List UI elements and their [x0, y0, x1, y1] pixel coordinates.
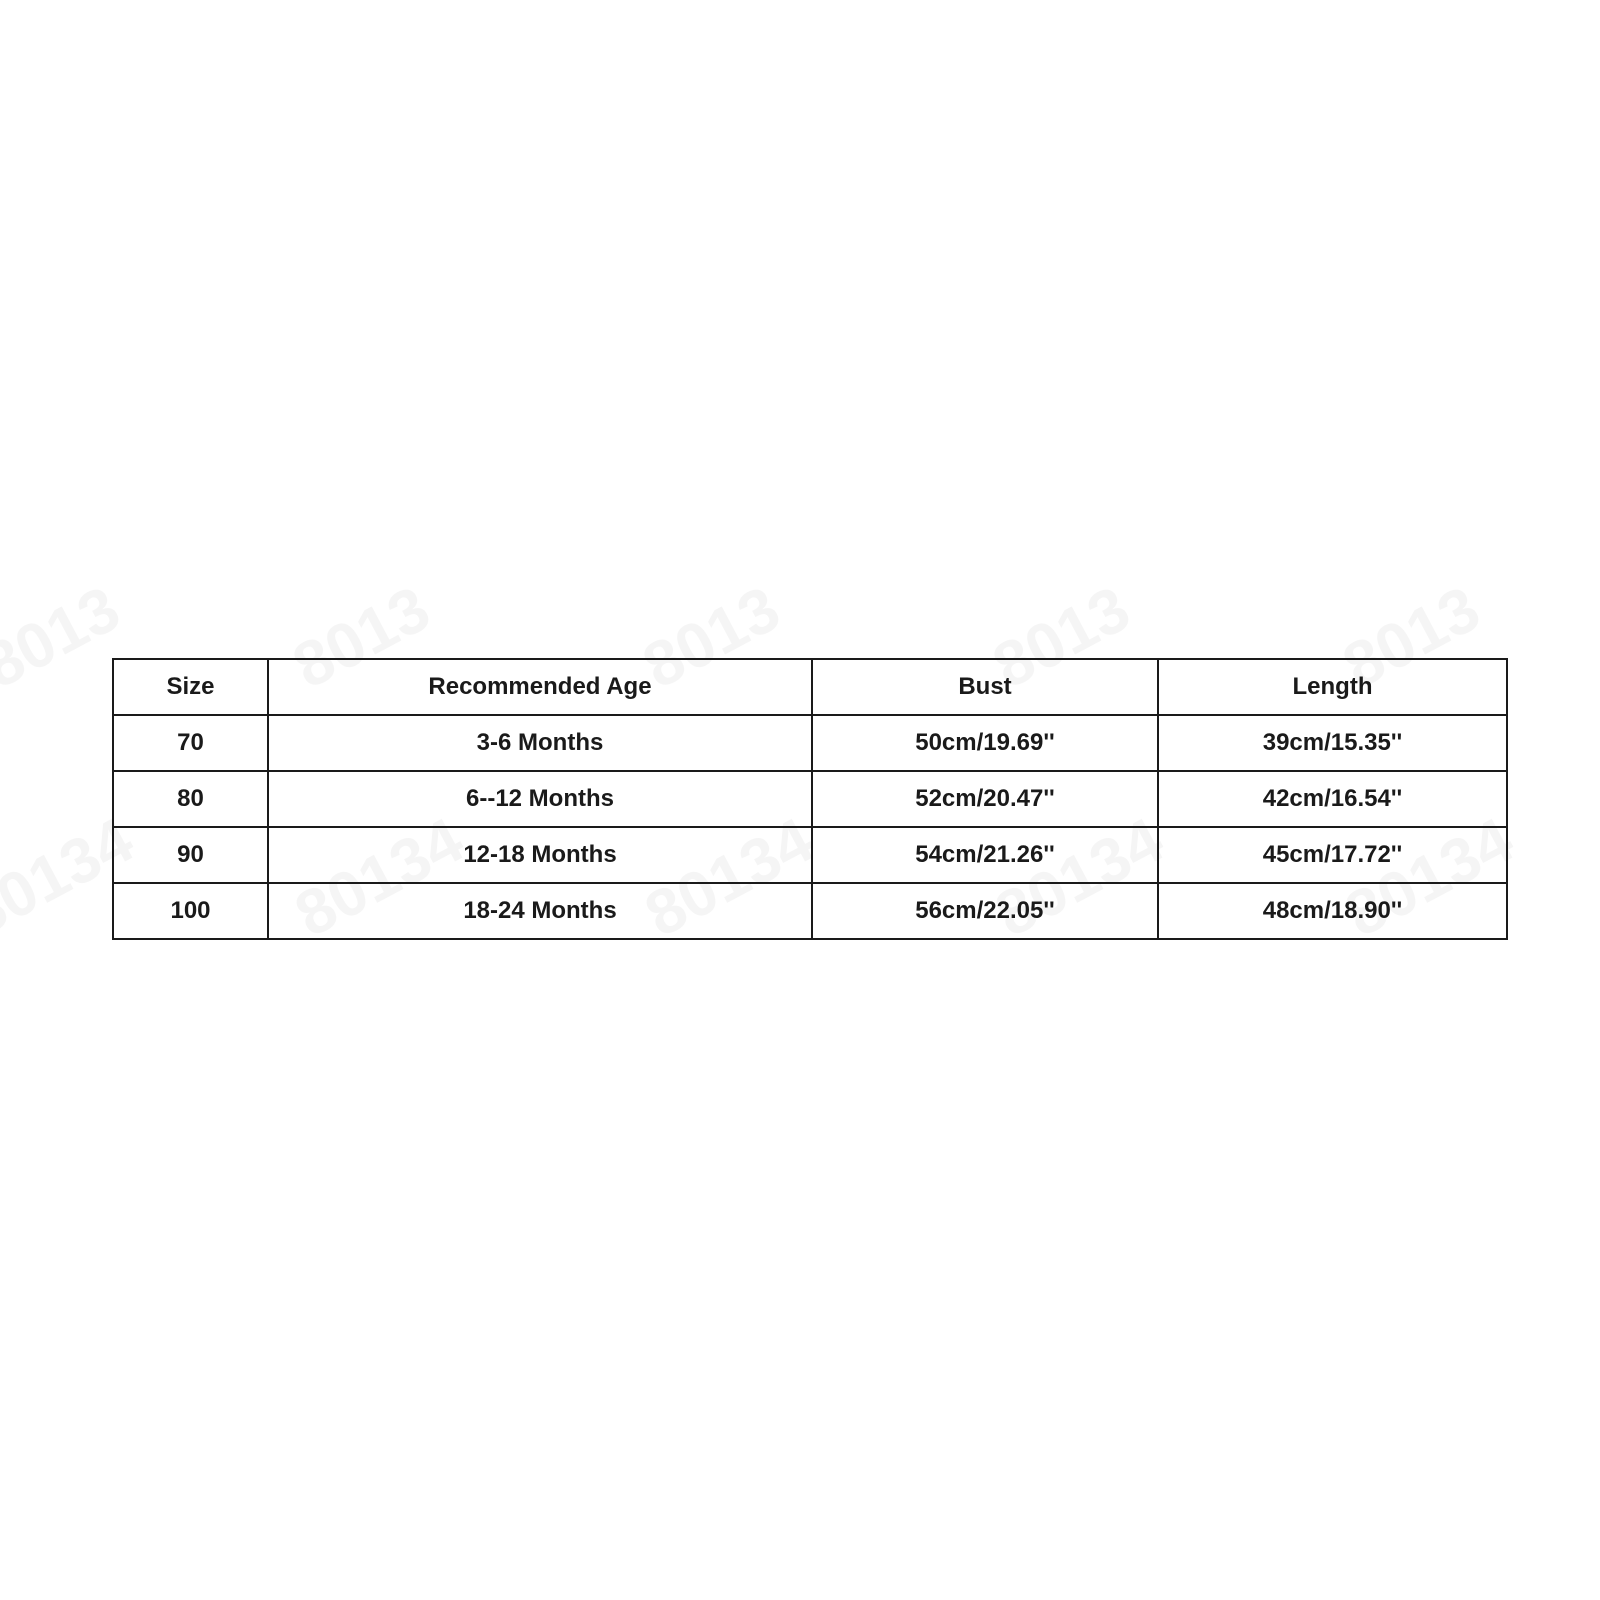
- cell-length: 42cm/16.54'': [1158, 771, 1507, 827]
- cell-bust: 50cm/19.69'': [812, 715, 1158, 771]
- cell-length: 48cm/18.90'': [1158, 883, 1507, 939]
- cell-size: 80: [113, 771, 268, 827]
- cell-bust: 52cm/20.47'': [812, 771, 1158, 827]
- size-chart-table: [112, 658, 1508, 940]
- cell-length: 45cm/17.72'': [1158, 827, 1507, 883]
- cell-bust: 56cm/22.05'': [812, 883, 1158, 939]
- cell-recommended-age: 18-24 Months: [268, 883, 812, 939]
- cell-recommended-age: 3-6 Months: [268, 715, 812, 771]
- header-length: Length: [1158, 659, 1507, 715]
- table-row: [113, 827, 1507, 883]
- table-row: [113, 883, 1507, 939]
- cell-size: 100: [113, 883, 268, 939]
- header-recommended-age: Recommended Age: [268, 659, 812, 715]
- table-row: [113, 715, 1507, 771]
- cell-length: 39cm/15.35'': [1158, 715, 1507, 771]
- table-header-row: [113, 659, 1507, 715]
- header-size: Size: [113, 659, 268, 715]
- cell-size: 90: [113, 827, 268, 883]
- cell-recommended-age: 6--12 Months: [268, 771, 812, 827]
- table-row: [113, 771, 1507, 827]
- cell-bust: 54cm/21.26'': [812, 827, 1158, 883]
- header-bust: Bust: [812, 659, 1158, 715]
- cell-size: 70: [113, 715, 268, 771]
- cell-recommended-age: 12-18 Months: [268, 827, 812, 883]
